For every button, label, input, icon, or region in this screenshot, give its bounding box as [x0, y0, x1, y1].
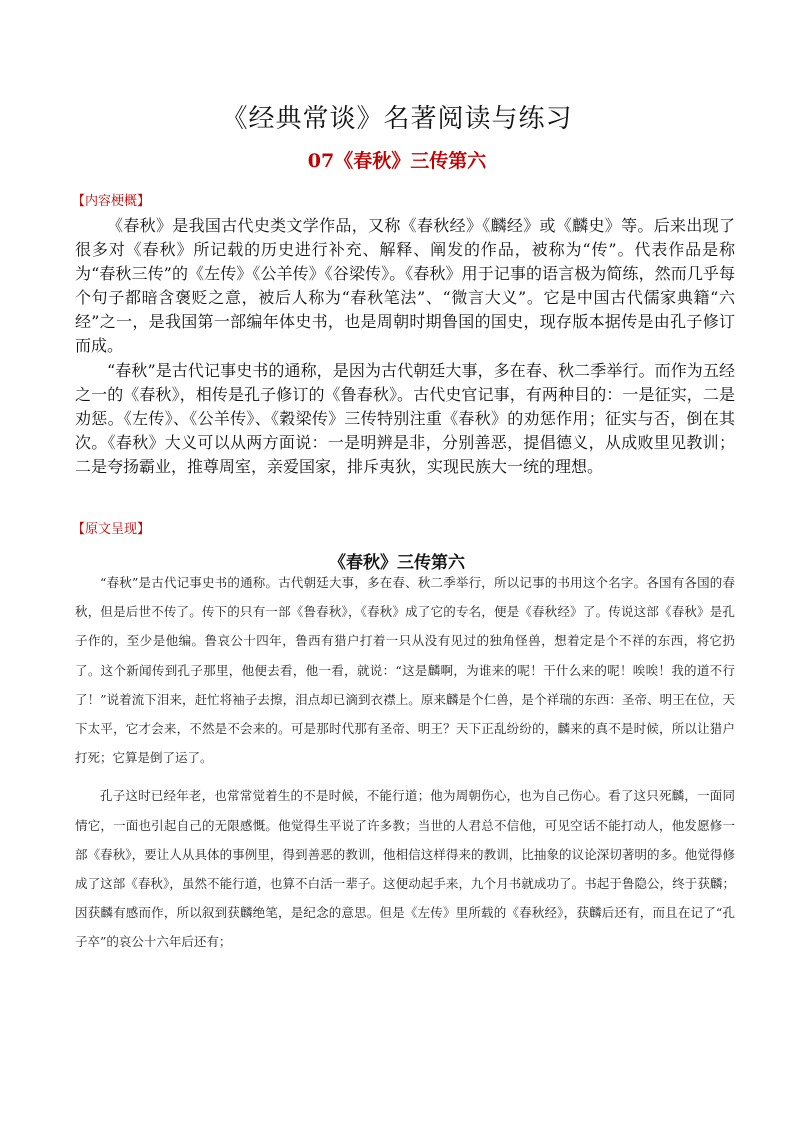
summary-text — [75, 214, 735, 479]
document-title: 《经典常谈》名著阅读与练习 — [221, 104, 573, 134]
summary-paragraph: “春秋”是古代记事史书的通称，是因为古代朝廷大事，多在春、秋二季举行。而作为五经之一的《春秋》，相传是孔子修订的《鲁春秋》。古代史官记事，有两种目的：一是征实，二是劝惩。《左传》、《公羊传》、《穀梁传》三传特别注重《春秋》的劝惩作用；征实与否，倒在其次。《春秋》大义可以从两方面说：一是明辨是非，分别善恶，提倡德义，从成败里见教训；二是夸扬霸业，推尊周室，亲爱国家，排斥夷狄，实现民族大一统的理想。 — [75, 360, 735, 476]
article-text — [75, 568, 735, 957]
section-label-summary: 【内容梗概】 — [72, 194, 151, 209]
article-paragraph: “春秋”是古代记事史书的通称。古代朝廷大事，多在春、秋二季举行，所以记事的书用这个名字。各国有各国的春秋，但是后世不传了。传下的只有一部《鲁春秋》，《春秋》成了它的专名，便是《春秋经》了。传说这部《春秋》是孔子作的，至少是他编。鲁哀公十四年，鲁西有猎户打着一只从没有见过的独角怪兽，想着定是个不祥的东西，将它扔了。这个新闻传到孔子那里，他便去看，他一看，就说：“这是麟啊，为谁来的呢！干什么来的呢！唉唉！我的道不行了！”说着流下泪来，赶忙将袖子去擦，泪点却已滴到衣襟上。原来麟是个仁兽，是个祥瑞的东西：圣帝、明王在位，天下太平，它才会来，不然是不会来的。可是那时代那有圣帝、明王？天下正乱纷纷的，麟来的真不是时候，所以让猎户打死；它算是倒了运了。 — [75, 575, 735, 766]
article-heading: 《春秋》三传第六 — [329, 553, 465, 573]
summary-paragraph: 《春秋》是我国古代史类文学作品，又称《春秋经》《麟经》或《麟史》等。后来出现了很多对《春秋》所记载的历史进行补充、解释、阐发的作品，被称为“传”。代表作品是称为“春秋三传”的《左传》《公羊传》《谷梁传》。《春秋》用于记事的语言极为简练，然而几乎每个句子都暗含褒贬之意，被后人称为“春秋笔法”、“微言大义”。它是中国古代儒家典籍“六经”之一，是我国第一部编年体史书，也是周朝时期鲁国的国史，现存版本据传是由孔子修订而成。 — [75, 216, 735, 356]
chapter-subtitle: 07《春秋》三传第六 — [307, 150, 487, 172]
article-paragraph: 孔子这时已经年老，也常常觉着生的不是时候，不能行道；他为周朝伤心，也为自己伤心。看了这只死麟，一面同情它，一面也引起自己的无限感慨。他觉得生平说了许多教；当世的人君总不信他，可见空话不能打动人，他发愿修一部《春秋》，要让人从具体的事例里，得到善恶的教训，他相信这样得来的教训，比抽象的议论深切著明的多。他觉得修成了这部《春秋》，虽然不能行道，也算不白活一辈子。这便动起手来，九个月书就成功了。书起于鲁隐公，终于获麟；因获麟有感而作，所以叙到获麟绝笔，是纪念的意思。但是《左传》里所载的《春秋经》，获麟后还有，而且在记了“孔子卒”的哀公十六年后还有； — [75, 788, 735, 950]
section-label-original: 【原文呈现】 — [72, 522, 151, 537]
